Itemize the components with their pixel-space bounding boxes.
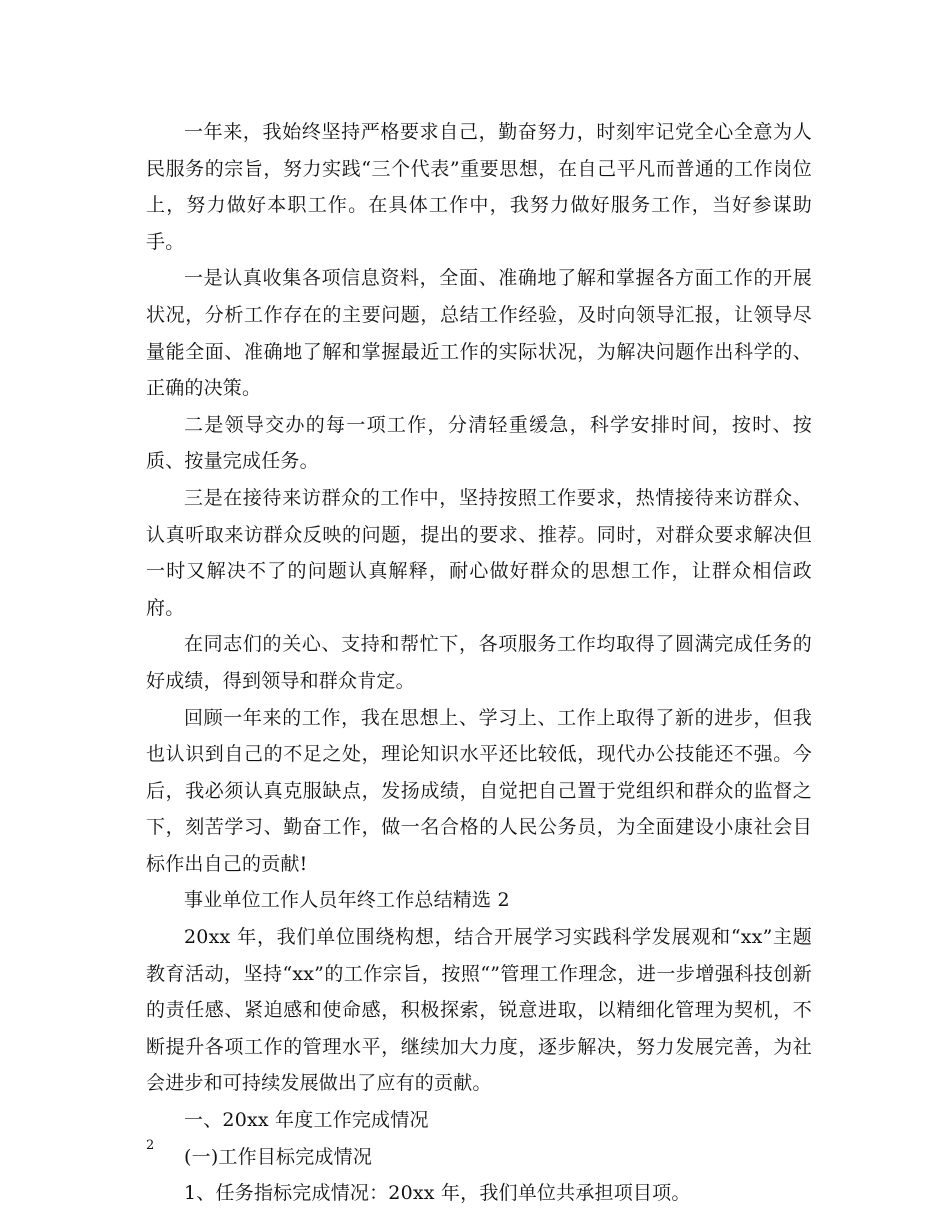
paragraph-point-two: 二是领导交办的每一项工作，分清轻重缓急，科学安排时间，按时、按质、按量完成任务。 [146, 413, 812, 473]
section-title: 事业单位工作人员年终工作总结精选 2 [184, 889, 510, 912]
paragraph-intro: 一年来，我始终坚持严格要求自己，勤奋努力，时刻牢记党全心全意为人民服务的宗旨，努力实践“三个代表”重要思想，在自己平凡而普通的工作岗位上，努力做好本职工作。在具体工作中，我努力做好服务工作，当好参谋助手。 [146, 121, 812, 253]
paragraph-achievement: 在同志们的关心、支持和帮忙下，各项服务工作均取得了圆满完成任务的好成绩，得到领导和群众肯定。 [146, 633, 812, 692]
paragraph-task-indicator: 1、任务指标完成情况：20xx 年，我们单位共承担项目项。 [184, 1182, 691, 1205]
heading-level-2: (一)工作目标完成情况 [184, 1145, 373, 1168]
page-number: 2 [146, 1138, 155, 1153]
paragraph-overview: 20xx 年，我们单位围绕构想，结合开展学习实践科学发展观和“xx”主题教育活动，坚持“xx”的工作宗旨，按照“”管理工作理念，进一步增强科技创新的责任感、紧迫感和使命感，积极探索，锐意进取，以精细化管理为契机，不断提升各项工作的管理水平，继续加大力度，逐步解决，努力发展完善，为社会进步和可持续发展做出了应有的贡献。 [146, 926, 812, 1095]
document-body [146, 114, 812, 1212]
paragraph-review: 回顾一年来的工作，我在思想上、学习上、工作上取得了新的进步，但我也认识到自己的不足之处，理论知识水平还比较低，现代办公技能还不强。今后，我必须认真克服缺点，发扬成绩，自觉把自己置于党组织和群众的监督之下，刻苦学习、勤奋工作，做一名合格的人民公务员，为全面建设小康社会目标作出自己的贡献! [146, 706, 812, 875]
paragraph-point-one: 一是认真收集各项信息资料，全面、准确地了解和掌握各方面工作的开展状况，分析工作存在的主要问题，总结工作经验，及时向领导汇报，让领导尽量能全面、准确地了解和掌握最近工作的实际状况，为解决问题作出科学的、正确的决策。 [146, 267, 812, 400]
heading-level-1: 一、20xx 年度工作完成情况 [184, 1109, 429, 1132]
paragraph-point-three: 三是在接待来访群众的工作中，坚持按照工作要求，热情接待来访群众、认真听取来访群众反映的问题，提出的要求、推荐。同时，对群众要求解决但一时又解决不了的问题认真解释，耐心做好群众的思想工作，让群众相信政府。 [146, 486, 812, 619]
